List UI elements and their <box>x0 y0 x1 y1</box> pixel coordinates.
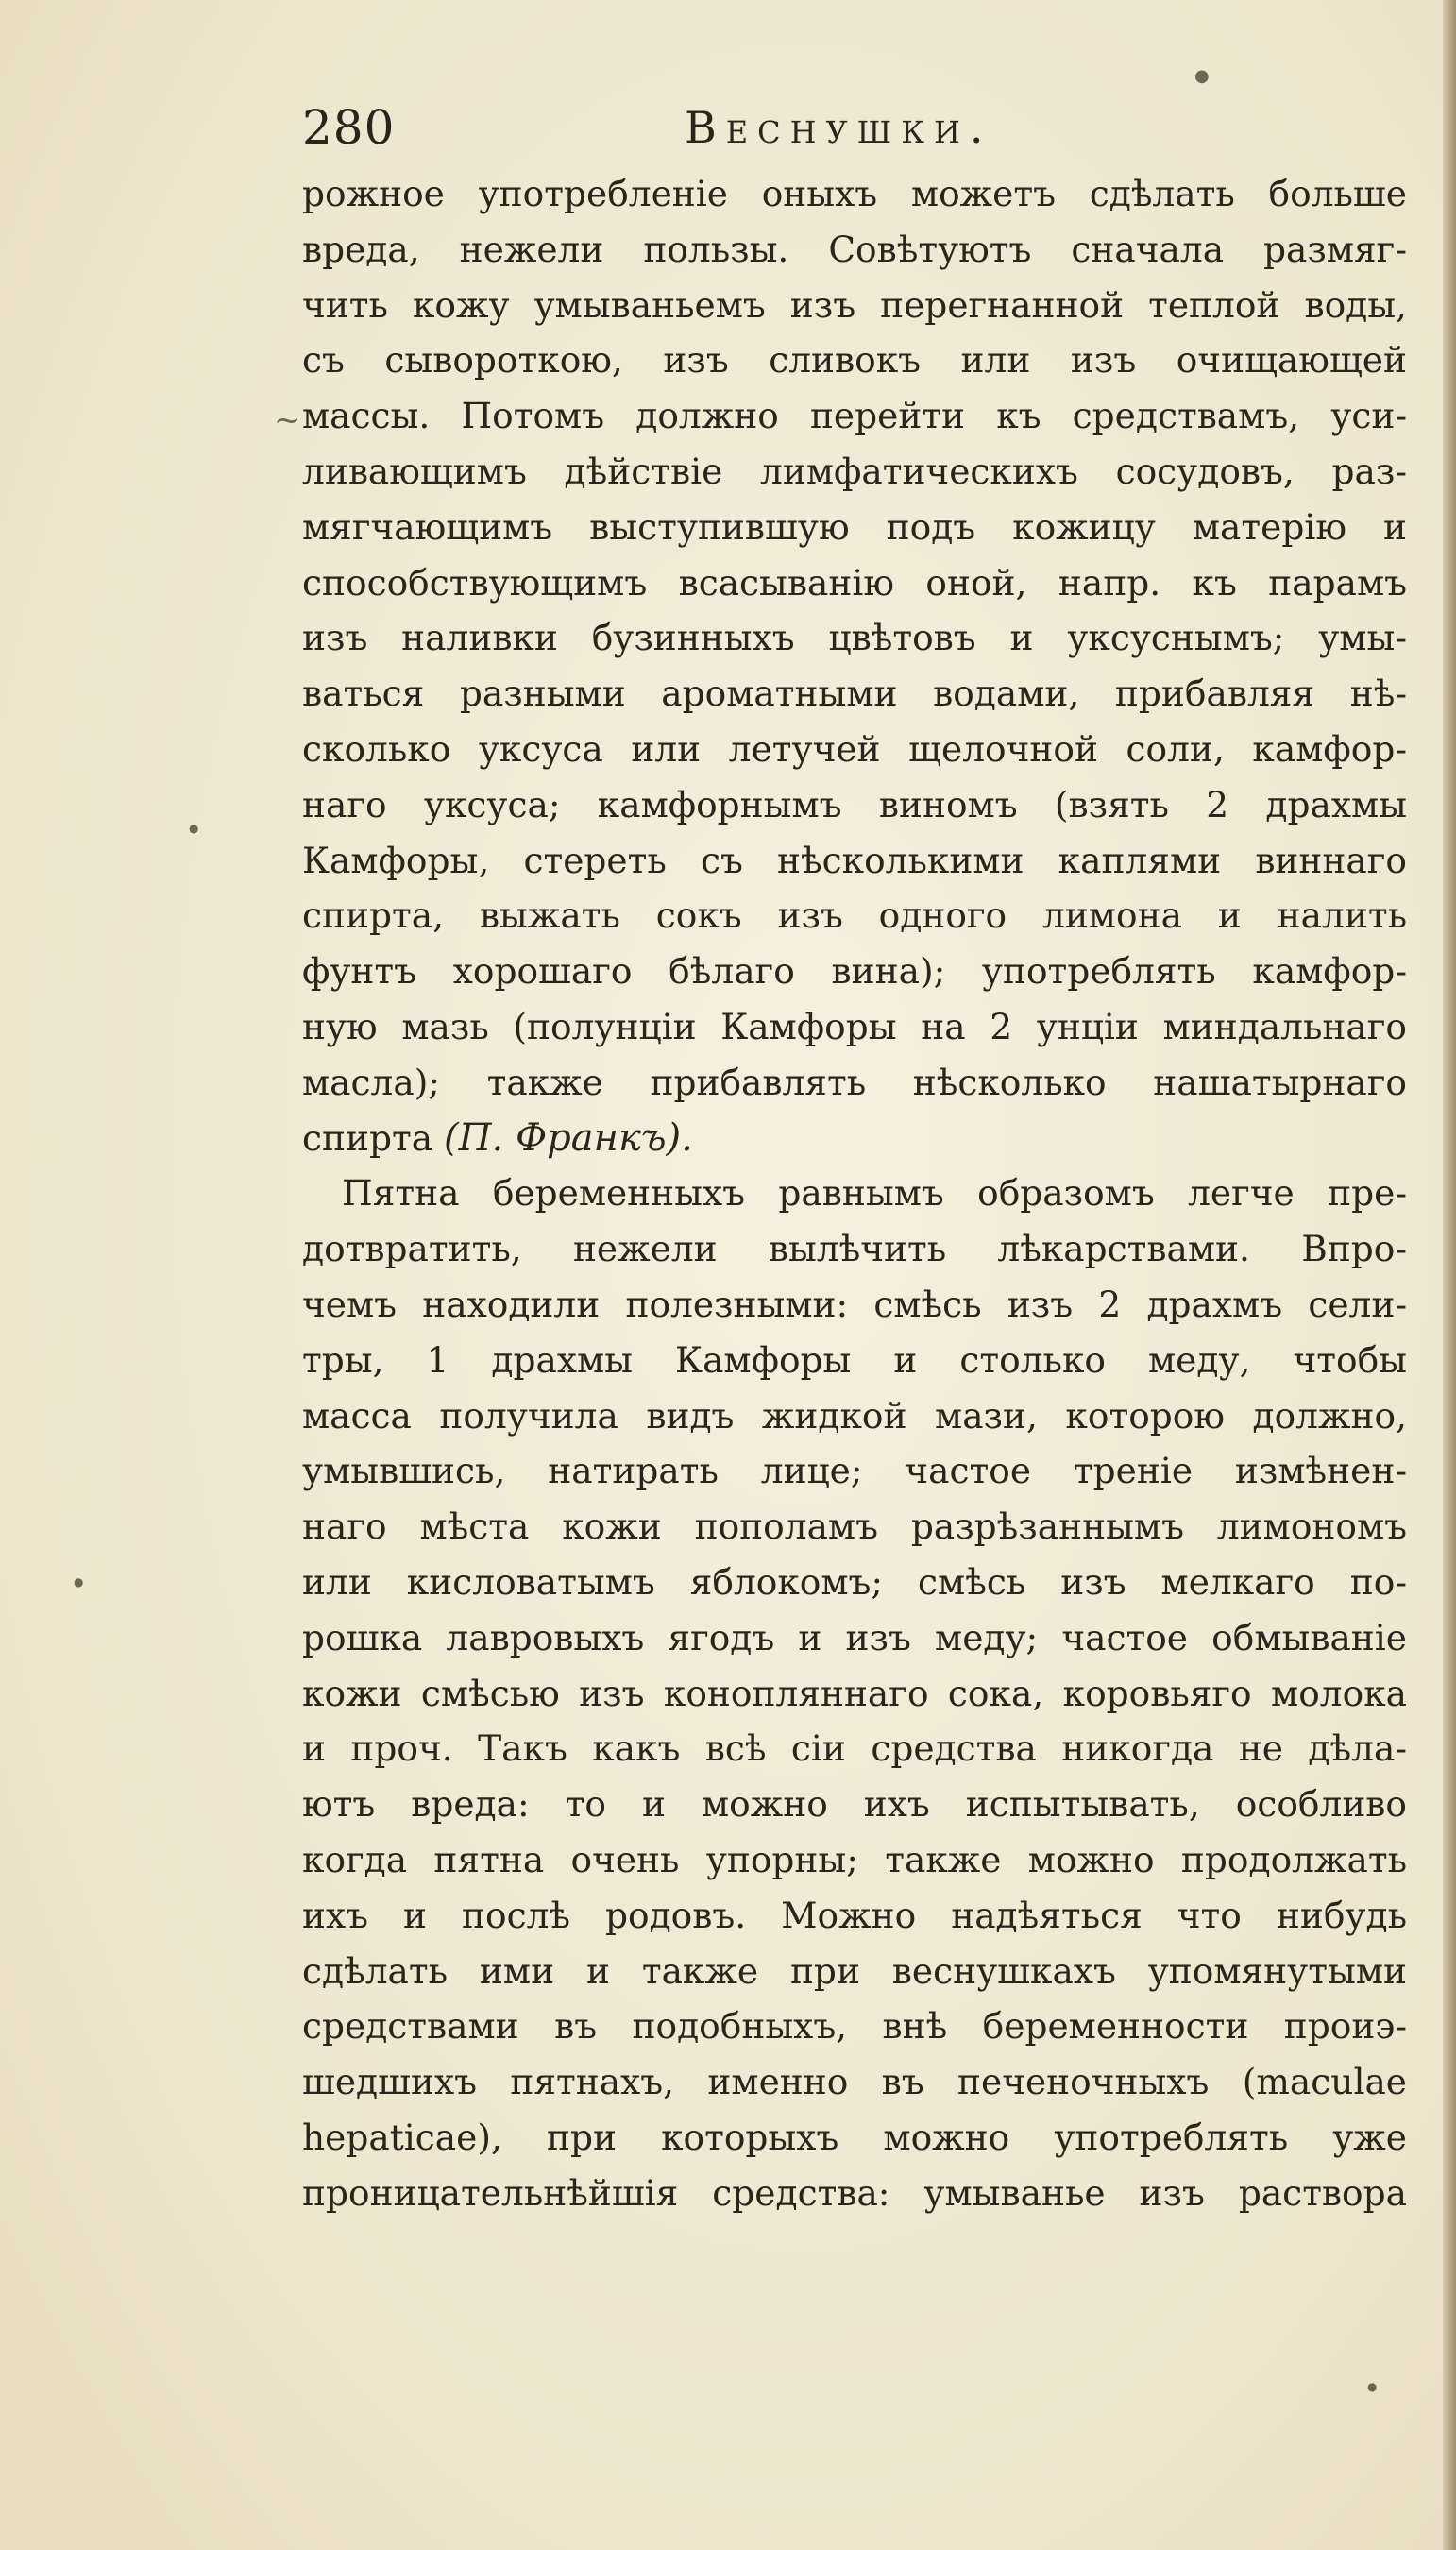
text-line: изъ наливки бузинныхъ цвѣтовъ и уксуснымъ; умы- <box>302 617 1407 659</box>
text-line: ихъ и послѣ родовъ. Можно надѣяться что нибудь <box>302 1894 1407 1936</box>
text-line: массы. Потомъ должно перейти къ средствамъ, уси- <box>302 395 1407 437</box>
text-line: сдѣлать ими и также при веснушкахъ упомянутыми <box>302 1949 1407 1992</box>
text-line: масла); также прибавлять нѣсколько нашатырнаго <box>302 1061 1407 1103</box>
text-line: ную мазь (полунціи Камфоры на 2 унціи миндальнаго <box>302 1005 1407 1047</box>
ink-speck: ● <box>189 822 199 835</box>
text-line: средствами въ подобныхъ, внѣ беременности проиэ- <box>302 2005 1407 2048</box>
text-line: способствующимъ всасыванію оной, напр. къ парамъ <box>302 561 1407 604</box>
text-line-last <box>302 1111 1407 1166</box>
text-line: ливающимъ дѣйствіе лимфатическихъ сосудовъ, раз- <box>302 450 1407 492</box>
body-text <box>302 166 1407 2220</box>
author-citation: (П. Франкъ). <box>444 1115 693 1160</box>
text-line: шедшихъ пятнахъ, именно въ печеночныхъ (maculae <box>302 2061 1407 2103</box>
text-line: вреда, нежели пользы. Совѣтуютъ сначала размяг- <box>302 228 1407 270</box>
text-line: сколько уксуса или летучей щелочной соли, камфор- <box>302 727 1407 770</box>
text-line: умывшись, натирать лице; частое треніе измѣнен- <box>302 1450 1407 1492</box>
text-line: фунтъ хорошаго бѣлаго вина); употреблять камфор- <box>302 950 1407 993</box>
ink-speck: ● <box>1367 2380 1378 2393</box>
text-line: съ сывороткою, изъ сливокъ или изъ очищающей <box>302 339 1407 382</box>
paragraph-2 <box>302 1165 1407 2220</box>
text-line: наго мѣста кожи пополамъ разрѣзаннымъ лимономъ <box>302 1505 1407 1548</box>
text-line: Камфоры, стереть съ нѣсколькими каплями виннаго <box>302 839 1407 881</box>
paragraph-1 <box>302 166 1407 1165</box>
text-line: когда пятна очень упорны; также можно продолжать <box>302 1838 1407 1880</box>
text-line: рожное употребленіе оныхъ можетъ сдѣлать больше <box>302 173 1407 214</box>
page-edge <box>1443 0 1456 2550</box>
text-line: чемъ находили полезными: смѣсь изъ 2 драхмъ сели- <box>302 1283 1407 1325</box>
margin-mark: ~ <box>274 401 301 439</box>
text-fragment: спирта <box>302 1116 433 1159</box>
page-number: 280 <box>302 100 396 155</box>
text-line: дотвратить, нежели вылѣчить лѣкарствами. Впро- <box>302 1228 1407 1270</box>
ink-speck: ● <box>1194 66 1210 86</box>
running-header <box>302 94 1416 161</box>
text-line: наго уксуса; камфорнымъ виномъ (взять 2 драхмы <box>302 783 1407 825</box>
text-line: масса получила видъ жидкой мази, которою должно, <box>302 1394 1407 1436</box>
text-line: рошка лавровыхъ ягодъ и изъ меду; частое обмываніе <box>302 1616 1407 1658</box>
text-line: ваться разными ароматными водами, прибавляя нѣ- <box>302 672 1407 715</box>
text-line: ютъ вреда: то и можно ихъ испытывать, особливо <box>302 1783 1407 1826</box>
text-line: и проч. Такъ какъ всѣ сіи средства никогда не дѣла- <box>302 1727 1407 1770</box>
text-line: проницательнѣйшія средства: умыванье изъ раствора <box>302 2171 1407 2214</box>
running-title: Веснушки. <box>685 102 993 153</box>
text-line: спирта, выжать сокъ изъ одного лимона и налить <box>302 894 1407 937</box>
text-line: чить кожу умываньемъ изъ перегнанной теплой воды, <box>302 283 1407 326</box>
text-line: тры, 1 драхмы Камфоры и столько меду, чтобы <box>302 1338 1407 1381</box>
text-line: или кисловатымъ яблокомъ; смѣсь изъ мелкаго по- <box>302 1560 1407 1603</box>
text-line-first: Пятна беременныхъ равнымъ образомъ легче пре- <box>342 1172 1407 1215</box>
ink-speck: ● <box>74 1575 84 1589</box>
text-line: кожи смѣсью изъ конопляннаго сока, коровьяго молока <box>302 1672 1407 1714</box>
text-line: hepaticae), при которыхъ можно употреблять уже <box>302 2116 1407 2158</box>
text-line: мягчающимъ выступившую подъ кожицу матерію и <box>302 505 1407 548</box>
